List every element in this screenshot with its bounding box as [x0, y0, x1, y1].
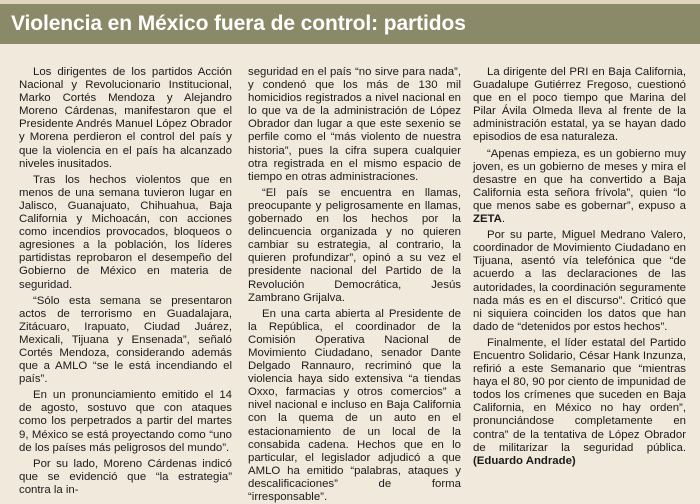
paragraph: Los dirigentes de los partidos Acción Nacional y Revolucionario Institucional, Marko Cortés Mendoza y Alejandro Moreno Cárdenas, manifestaron que el Presidente Andrés Manuel López Obrador y Morena perdieron el control del país y que la violencia en el país ha alcanzado niveles inusitados.	[19, 66, 232, 170]
header-bar	[0, 4, 700, 44]
paragraph: En un pronunciamiento emitido el 14 de agosto, sostuvo que con ataques como los perpetrados a partir del martes 9, México se está proyectando como “uno de los países más peligrosos del mundo”.	[19, 389, 232, 454]
paragraph: “El país se encuentra en llamas, preocupante y peligrosamente en llamas, gobernado en los hechos por la delincuencia organizada y no quieren cambiar su estrategia, al contrario, la quieren profundizar”, opinó a su vez el presidente nacional del Partido de la Revolución Democrática, Jesús Zambrano Grijalva.	[248, 186, 461, 304]
paragraph: Tras los hechos violentos que en menos de una semana tuvieron lugar en Jalisco, Guanajuato, Chihuahua, Baja California y Michoacán, con acciones como incendios provocados, bloqueos o agresiones a la población, los líderes partidistas reprobaron el desempeño del Gobierno de México en materia de seguridad.	[19, 173, 232, 291]
article-column-3	[473, 66, 686, 467]
publication-name: ZETA	[473, 213, 502, 226]
paragraph: “Sólo esta semana se presentaron actos de terrorismo en Guadalajara, Zitácuaro, Irapuato, Ciudad Juárez, Mexicali, Tijuana y Ensenada”, señaló Cortés Mendoza, considerando además que a AMLO “se le está incendiando el país”.	[19, 294, 232, 386]
page-title: Violencia en México fuera de control: partidos	[11, 12, 466, 35]
paragraph	[473, 148, 686, 227]
paragraph: Por su lado, Moreno Cárdenas indicó que se evidenció que “la estrategia” contra la in-	[19, 457, 232, 496]
paragraph-end: .	[501, 213, 506, 226]
paragraph: La dirigente del PRI en Baja California, Guadalupe Gutiérrez Fregoso, cuestionó que en el poco tiempo que Marina del Pilar Ávila Olmeda lleva al frente de la administración estatal, ya se hayan dado episodios de esa naturaleza.	[473, 66, 686, 144]
paragraph: En una carta abierta al Presidente de la República, el coordinador de la Comisión Operativa Nacional de Movimiento Ciudadano, senador Dante Delgado Rannauro, recriminó que la violencia haya sido extensiva “a tiendas Oxxo, farmacias y otros comercios” a nivel nacional e incluso en Baja California con la quema de un auto en el estacionamiento de un local de la consabida cadena. Hechos que en lo particular, el legislador adjudicó a que AMLO ha emitido “palabras, ataques y descalificaciones” de forma “irresponsable”.	[248, 307, 461, 503]
author-byline: (Eduardo Andrade)	[473, 454, 576, 467]
article-column-2	[248, 66, 461, 503]
paragraph: Por su parte, Miguel Medrano Valero, coordinador de Movimiento Ciudadano en Tijuana, asentó vía telefónica que “de acuerdo a las declaraciones de las autoridades, la coordinación seguramente nada más es en el discurso”. Criticó que ni siquiera coinciden los datos que han dado de “detenidos por estos hechos”.	[473, 229, 686, 333]
paragraph-text: “Apenas empieza, es un gobierno muy joven, es un gobierno de meses y mira el desastre en que ha convertido a Baja California esta señora frívola”, quien “lo que menos sabe es gobernar”, expuso a	[473, 147, 686, 212]
article-column-1	[19, 66, 232, 496]
paragraph	[473, 337, 686, 468]
paragraph-continued: seguridad en el país “no sirve para nada”, y condenó que los más de 130 mil homicidios registrados a nivel nacional en lo que va de la administración de López Obrador dan lugar a que este sexenio se perfile como el “más violento de nuestra historia”, pues la cifra supera cualquier otra registrada en el mismo espacio de tiempo en otras administraciones.	[248, 66, 461, 183]
paragraph-text: Finalmente, el líder estatal del Partido Encuentro Solidario, César Hank Inzunza, refirió a este Semanario que “mientras haya el 80, 90 por ciento de impunidad de todos los crímenes que suceden en Baja California, en México no hay orden”, pronunciándose completamente en contra” de la tentativa de López Obrador de militarizar la seguridad pública.	[473, 336, 686, 454]
